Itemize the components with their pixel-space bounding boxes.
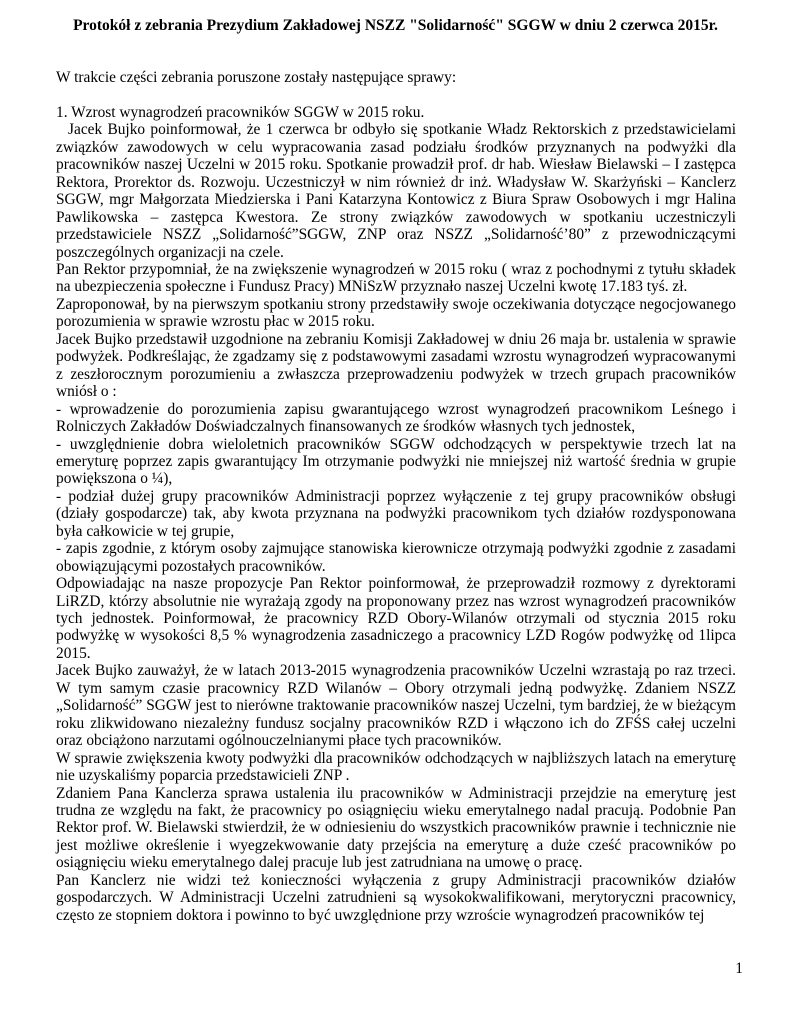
paragraph-proposal: Zaproponował, by na pierwszym spotkaniu strony przedstawiły swoje oczekiwania dotyczące negocjowanego porozumienia w sprawie wzrostu płac w 2015 roku.: [56, 295, 736, 331]
list-item-request: - zapis zgodnie, z którym osoby zajmujące stanowiska kierownicze otrzymają podwyżki zgodnie z zasadami obowiązującymi pozostałych pracowników.: [56, 540, 736, 575]
paragraph-bujko-remark: Jacek Bujko zauważył, że w latach 2013-2015 wynagrodzenia pracowników Uczelni wzrastają po raz trzeci. W tym samym czasie pracownicy RZD Wilanów – Obory otrzymali jedną podwyżkę. Zdaniem NSZZ „Solidarność” SGGW jest to nierówne traktowanie pracowników naszej Uczelni, tym bardziej, że w bieżącym roku zlikwidowano niezależny fundusz socjalny pracowników RZD i włączono ich do ZFŚS całej uczelni oraz obciążono narzutami ogólnouczelnianymi płace tych pracowników.: [56, 662, 736, 750]
list-item-request: - podział dużej grupy pracowników Administracji poprzez wyłączenie z tej grupy pracowników obsługi (działy gospodarcze) tak, aby kwota przyznana na podwyżki pracownikom tych działów rozdysponowana była całkowicie w tej grupie,: [56, 487, 736, 540]
list-item-request: - wprowadzenie do porozumienia zapisu gwarantującego wzrost wynagrodzeń pracownikom Leśnego i Rolniczych Zakładów Doświadczalnych finansowanych ze środków własnych tych jednostek,: [56, 400, 736, 436]
paragraph-chancellor-opinion: Zdaniem Pana Kanclerza sprawa ustalenia ilu pracowników w Administracji przejdzie na emeryturę jest trudna ze względu na fakt, że pracownicy po osiągnięciu wieku emerytalnego nadal pracują. Podobnie Pan Rektor prof. W. Bielawski stwierdził, że w odniesieniu do wszystkich pracowników prawnie i technicznie nie jest możliwe określenie i wyegzekwowanie daty przejścia na emeryturę a duże cześć pracowników po osiągnięciu wieku emerytalnego dalej pracuje lub jest zatrudniana na umowę o pracę.: [56, 784, 736, 872]
paragraph-administration: Pan Kanclerz nie widzi też konieczności wyłączenia z grupy Administracji pracowników działów gospodarczych. W Administracji Uczelni zatrudnieni są wysokokwalifikowani, merytoryczni pracownicy, często ze stopniem doktora i powinno to być uwzględnione przy wzroście wynagrodzeń pracowników tej: [56, 871, 736, 924]
paragraph-funding: Pan Rektor przypomniał, że na zwiększenie wynagrodzeń w 2015 roku ( wraz z pochodnymi z tytułu składek na ubezpieczenia społeczne i Fundusz Pracy) MNiSzW przyznało naszej Uczelni kwotę 17.183 tyś. zł.: [56, 260, 736, 296]
paragraph-union-requests: Jacek Bujko przedstawił uzgodnione na zebraniu Komisji Zakładowej w dniu 26 maja br. ustalenia w sprawie podwyżek. Podkreślając, że zgadzamy się z podstawowymi zasadami wzrostu wynagrodzeń wypracowanymi z zeszłorocznym porozumieniu a zwłaszcza przeprowadzeniu podwyżek w trzech grupach pracowników wniósł o :: [56, 330, 736, 401]
intro-paragraph: W trakcie części zebrania poruszone zostały następujące sprawy:: [56, 69, 457, 86]
document-title: Protokół z zebrania Prezydium Zakładowej NSZZ "Solidarność" SGGW w dniu 2 czerwca 2015r.: [73, 17, 718, 34]
paragraph-rector-response: Odpowiadając na nasze propozycje Pan Rektor poinformował, że przeprowadził rozmowy z dyrektorami LiRZD, którzy absolutnie nie wyrażają zgody na proponowany przez nas wzrost wynagrodzeń pracowników tych jednostek. Poinformował, że pracownicy RZD Obory-Wilanów otrzymali od stycznia 2015 roku podwyżkę w wysokości 8,5 % wynagrodzenia zasadniczego a pracownicy LZD Rogów podwyżkę od 1lipca 2015.: [56, 575, 736, 662]
paragraph-retirement: W sprawie zwiększenia kwoty podwyżki dla pracowników odchodzących w najbliższych latach na emeryturę nie uzyskaliśmy poparcia przedstawicieli ZNP .: [56, 749, 736, 785]
paragraph-meeting-info: Jacek Bujko poinformował, że 1 czerwca br odbyło się spotkanie Władz Rektorskich z przedstawicielami związków zawodowych w celu wypracowania zasad podziału środków przyznanych na podwyżki dla pracowników naszej Uczelni w 2015 roku. Spotkanie prowadził prof. dr hab. Wiesław Bielawski – I zastępca Rektora, Prorektor ds. Rozwoju. Uczestniczył w nim również dr inż. Władysław W. Skarżyński – Kanclerz SGGW, mgr Małgorzata Miedzierska i Pani Katarzyna Kontowicz z Biura Spraw Osobowych i mgr Halina Pawlikowska – zastępca Kwestora. Ze strony związków zawodowych w spotkaniu uczestniczyli przedstawiciele NSZZ „Solidarność”SGGW, ZNP oraz NSZZ „Solidarność’80” z przewodniczącymi poszczególnych organizacji na czele.: [56, 121, 736, 261]
section-heading: 1. Wzrost wynagrodzeń pracowników SGGW w 2015 roku.: [56, 103, 425, 121]
list-item-request: - uwzględnienie dobra wieloletnich pracowników SGGW odchodzących w perspektywie trzech lat na emeryturę poprzez zapis gwarantujący Im otrzymanie podwyżki nie mniejszej niż wartość średnia w grupie powiększona o ¼),: [56, 435, 736, 488]
document-body: [56, 69, 736, 924]
page-number: 1: [735, 960, 743, 977]
